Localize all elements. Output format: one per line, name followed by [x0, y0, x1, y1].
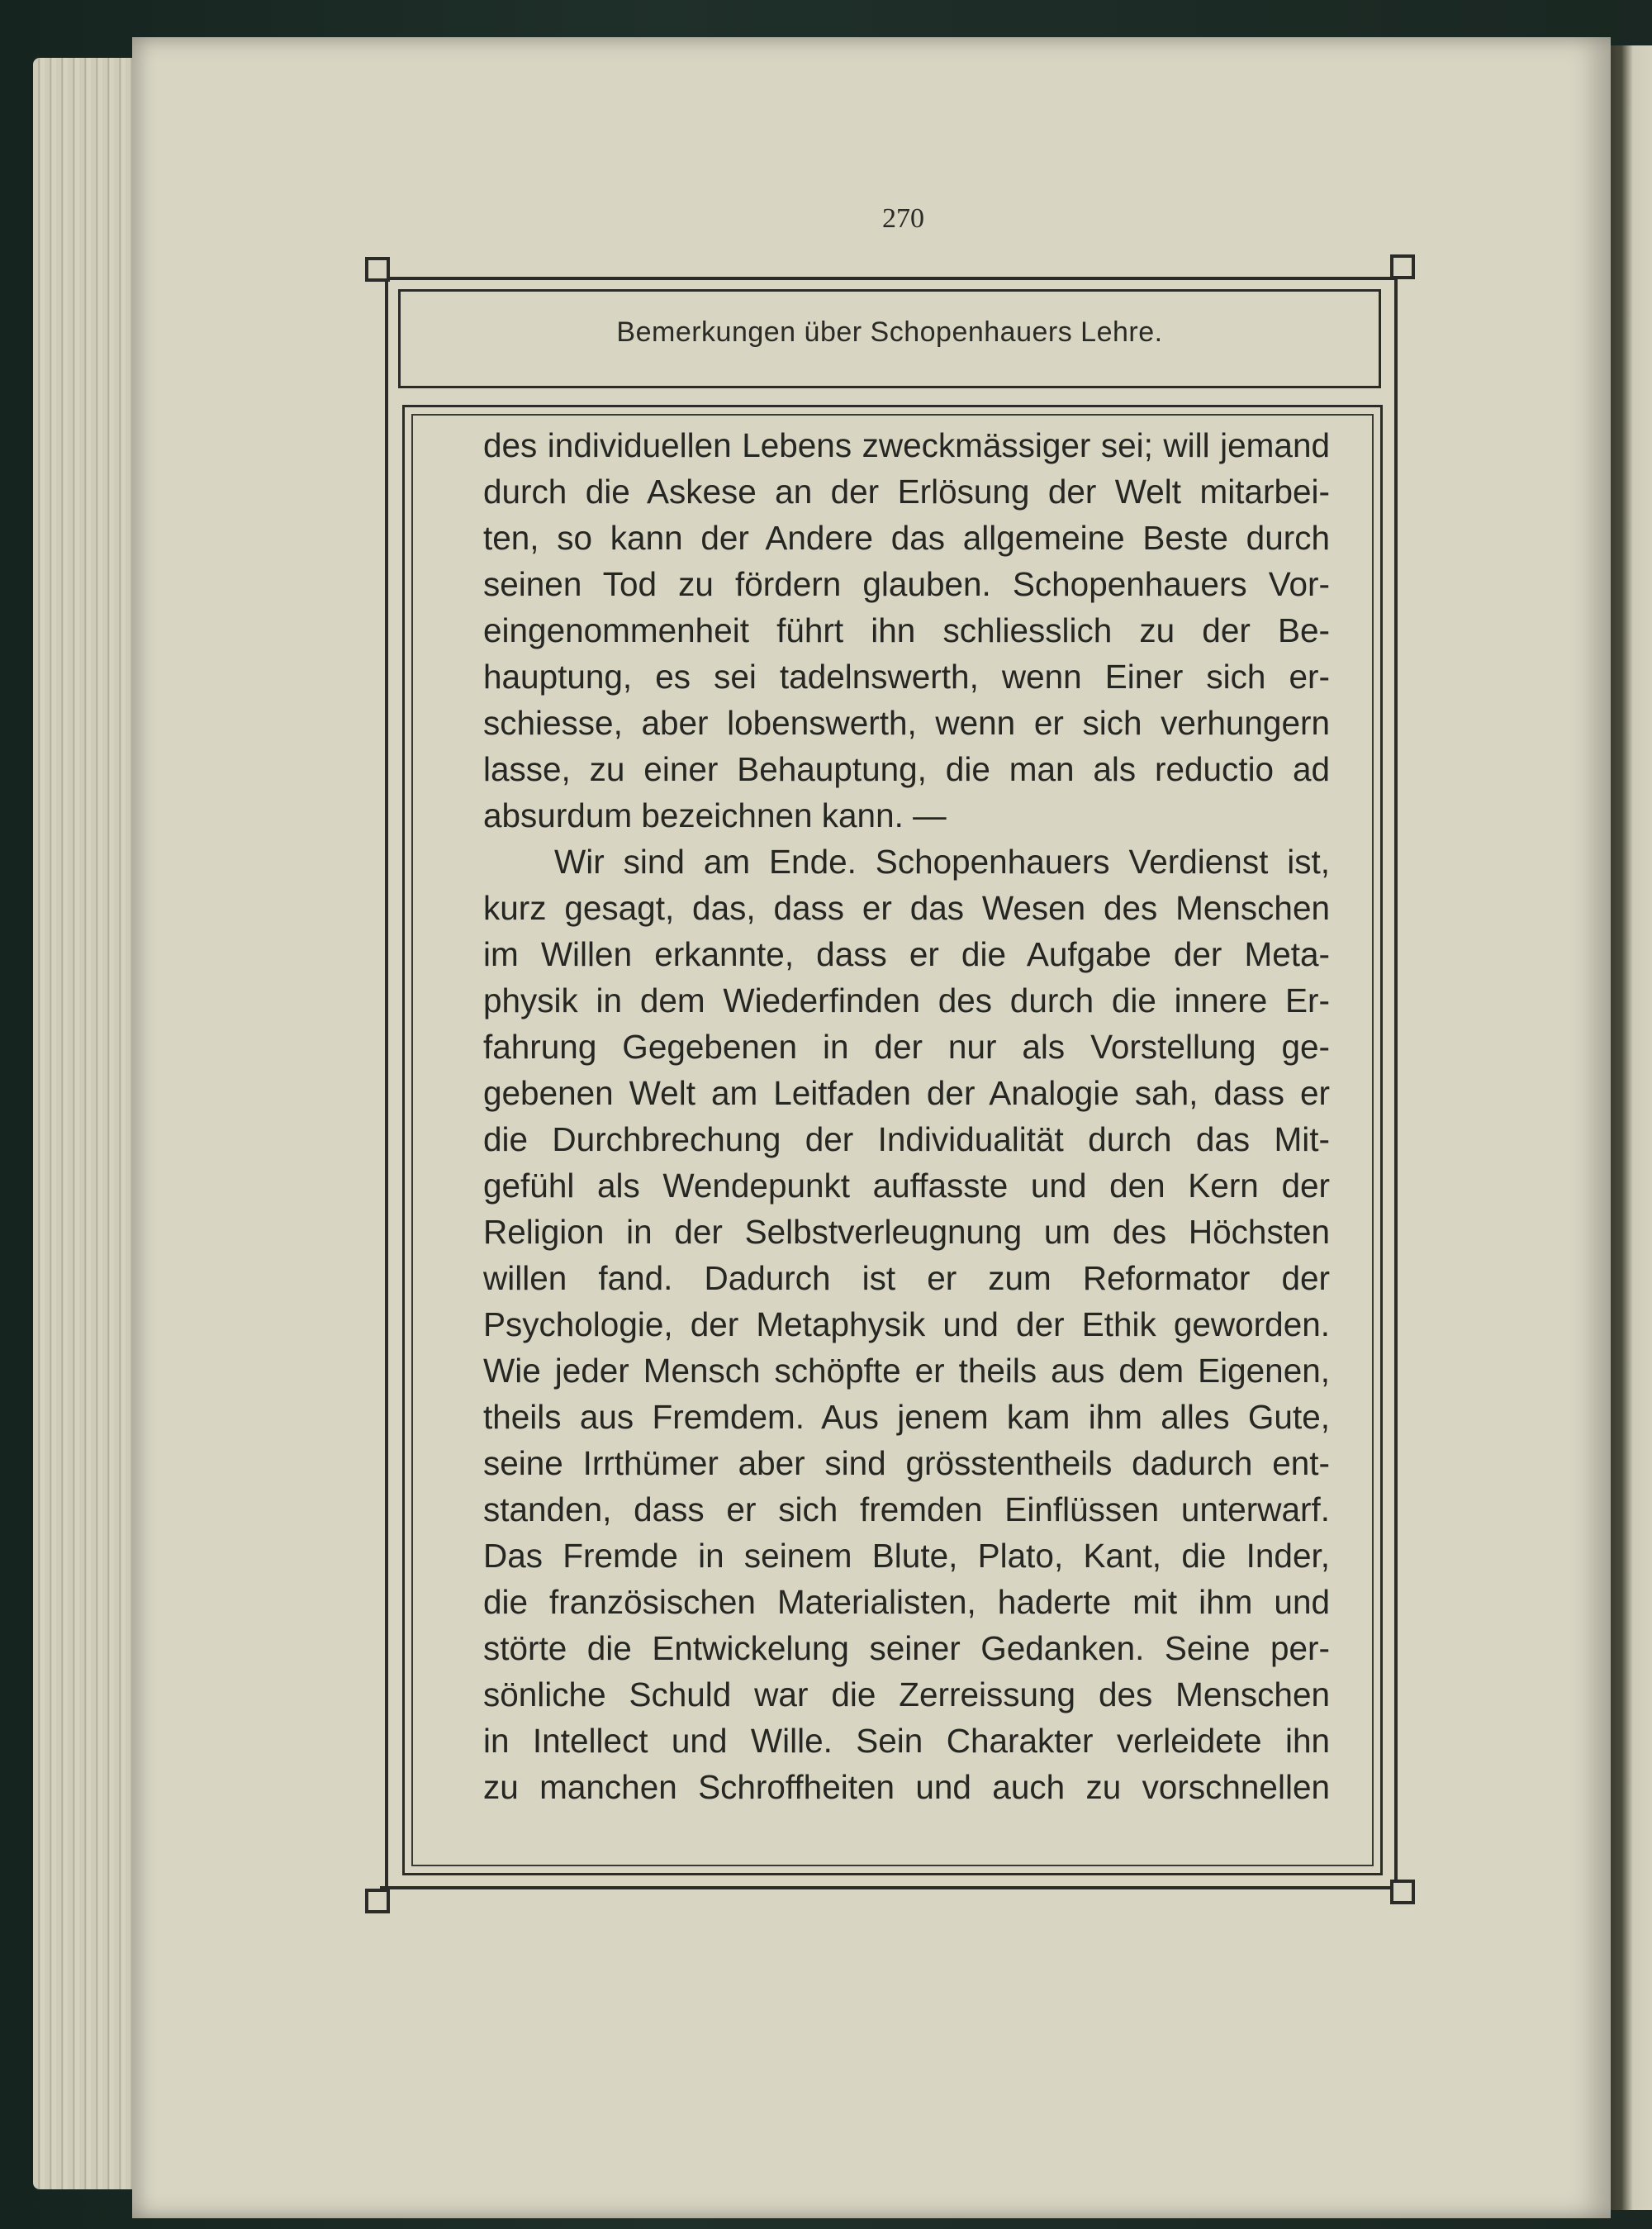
text-line: absurdum bezeichnen kann. —	[483, 796, 947, 834]
text-line: in Intellect und Wille. Sein Charakter verleidete ihn	[483, 1722, 1330, 1760]
running-head: Bemerkungen über Schopenhauers Lehre.	[616, 316, 1163, 348]
text-line: seinen Tod zu fördern glauben. Schopenhauers Vor-	[483, 565, 1330, 603]
text-line: kurz gesagt, das, dass er das Wesen des Menschen	[483, 889, 1330, 927]
text-line: theils aus Fremdem. Aus jenem kam ihm alles Gute,	[483, 1398, 1330, 1436]
text-line: zu manchen Schroffheiten und auch zu vorschnellen	[483, 1768, 1330, 1806]
frame-corner-top-right	[1390, 254, 1415, 279]
text-line: ten, so kann der Andere das allgemeine Beste durch	[483, 519, 1330, 557]
text-line: schiesse, aber lobenswerth, wenn er sich verhungern	[483, 704, 1330, 742]
text-line: Religion in der Selbstverleugnung um des Höchsten	[483, 1213, 1330, 1251]
text-line: Das Fremde in seinem Blute, Plato, Kant, die Inder,	[483, 1537, 1330, 1575]
text-line-paragraph-start: Wir sind am Ende. Schopenhauers Verdienst ist,	[554, 843, 1330, 881]
text-line: störte die Entwickelung seiner Gedanken. Seine per-	[483, 1629, 1330, 1667]
text-line: hauptung, es sei tadelnswerth, wenn Einer sich er-	[483, 658, 1330, 696]
body-text	[483, 422, 1330, 1810]
frame-corner-bottom-right	[1390, 1880, 1415, 1904]
text-line: gebenen Welt am Leitfaden der Analogie sah, dass er	[483, 1074, 1330, 1112]
text-line: durch die Askese an der Erlösung der Welt mitarbei-	[483, 473, 1330, 511]
text-line: eingenommenheit führt ihn schliesslich zu der Be-	[483, 611, 1330, 649]
frame-left-rule	[385, 266, 388, 1898]
text-line: sönliche Schuld war die Zerreissung des Menschen	[483, 1675, 1330, 1713]
text-line: seine Irrthümer aber sind grösstentheils dadurch ent-	[483, 1444, 1330, 1482]
running-head-box	[398, 289, 1381, 388]
text-line: Psychologie, der Metaphysik und der Ethik geworden.	[483, 1305, 1330, 1343]
text-line: Wie jeder Mensch schöpfte er theils aus dem Eigenen,	[483, 1352, 1330, 1390]
text-line: die französischen Materialisten, haderte mit ihm und	[483, 1583, 1330, 1621]
text-line: fahrung Gegebenen in der nur als Vorstellung ge-	[483, 1028, 1330, 1066]
text-line: gefühl als Wendepunkt auffasste und den Kern der	[483, 1167, 1330, 1205]
frame-corner-bottom-left	[365, 1889, 390, 1913]
page-number: 270	[882, 203, 924, 234]
text-line: physik in dem Wiederfinden des durch die innere Er-	[483, 981, 1330, 1019]
frame-right-rule	[1394, 266, 1398, 1898]
text-line: lasse, zu einer Behauptung, die man als reductio ad	[483, 750, 1330, 788]
frame-bottom-rule	[380, 1886, 1396, 1889]
text-line: des individuellen Lebens zweckmässiger sei; will jemand	[483, 426, 1330, 464]
text-line: im Willen erkannte, dass er die Aufgabe der Meta-	[483, 935, 1330, 973]
text-line: die Durchbrechung der Individualität durch das Mit-	[483, 1120, 1330, 1158]
text-line: willen fand. Dadurch ist er zum Reformator der	[483, 1259, 1330, 1297]
text-line: standen, dass er sich fremden Einflüssen unterwarf.	[483, 1490, 1330, 1528]
frame-top-rule	[380, 277, 1396, 280]
frame-corner-top-left	[365, 257, 390, 282]
